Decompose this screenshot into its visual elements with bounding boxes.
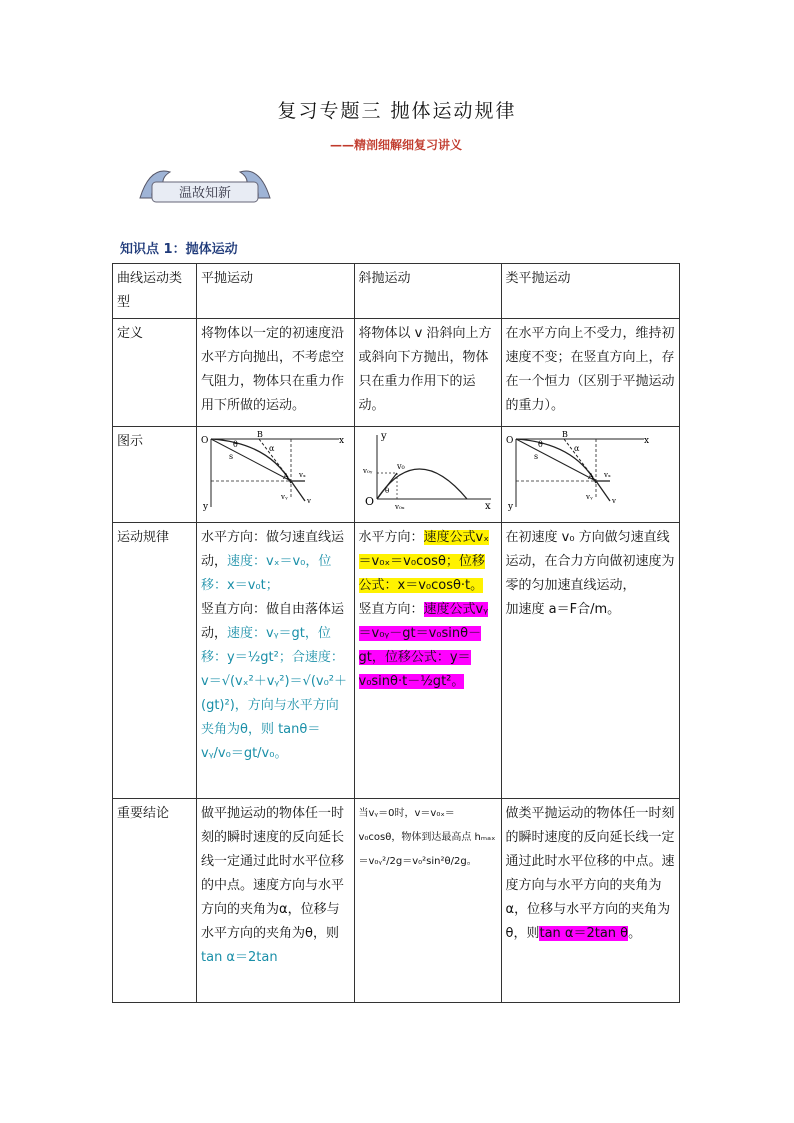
definition-leipingpao: 在水平方向上不受力，维持初速度不变；在竖直方向上，存在一个恒力（区别于平抛运动的重力）。: [501, 319, 680, 427]
svg-text:O: O: [364, 495, 374, 508]
header-cell: 斜抛运动: [354, 264, 501, 319]
definition-pingpao: 将物体以一定的初速度沿水平方向抛出，不考虑空气阻力，物体只在重力作用下所做的运动。: [197, 319, 355, 427]
header-cell: 类平抛运动: [501, 264, 680, 319]
svg-text:A: A: [283, 472, 289, 481]
svg-text:y: y: [203, 502, 209, 511]
svg-text:x: x: [339, 436, 345, 446]
conclusion-xiepao: 当vᵧ＝0时，v＝v₀ₓ＝v₀cosθ，物体到达最高点 hₘₐₓ＝v₀ᵧ²/2g＝v₀²sin²θ/2g。: [354, 799, 501, 1003]
svg-text:O: O: [201, 436, 209, 446]
svg-text:B: B: [257, 430, 263, 439]
svg-text:s: s: [229, 452, 234, 461]
section-heading: 知识点 1：抛体运动: [120, 242, 238, 257]
svg-text:x: x: [484, 501, 491, 511]
rules-leipingpao: 在初速度 v₀ 方向做匀速直线运动，在合力方向做初速度为零的匀加速直线运动， 加速度 a＝F合/m。: [501, 523, 680, 799]
leipingpao-diagram: [504, 429, 652, 511]
svg-text:α: α: [573, 444, 579, 453]
definition-xiepao: 将物体以 v 沿斜向上方或斜向下方抛出，物体只在重力作用下的运动。: [354, 319, 501, 427]
page-title: 复习专题三 抛体运动规律: [277, 100, 517, 122]
svg-text:vₓ: vₓ: [299, 471, 306, 479]
row-label: 图示: [113, 427, 197, 523]
svg-text:vᵧ: vᵧ: [281, 493, 288, 501]
table-row: [113, 319, 680, 427]
svg-text:vᵧ: vᵧ: [585, 493, 593, 501]
table-row: [113, 523, 680, 799]
table-row: [113, 427, 680, 523]
svg-text:θ: θ: [384, 487, 389, 495]
xiepao-diagram: [357, 429, 495, 511]
table-row: [113, 799, 680, 1003]
svg-text:x: x: [643, 436, 649, 446]
svg-text:O: O: [505, 436, 513, 446]
svg-text:v₀ᵧ: v₀ᵧ: [362, 467, 372, 475]
svg-text:α: α: [269, 444, 275, 453]
header-cell: 平抛运动: [197, 264, 355, 319]
svg-text:v: v: [611, 497, 616, 505]
rules-xiepao: 水平方向：速度公式vₓ＝v₀ₓ＝v₀cosθ；位移公式：x＝v₀cosθ·t。 竖直方向：速度公式vᵧ＝v₀ᵧ－gt＝v₀sinθ－gt，位移公式：y＝v₀sinθ·t－½gt²。: [354, 523, 501, 799]
svg-text:v₀ₓ: v₀ₓ: [394, 503, 405, 511]
table-row: [113, 264, 680, 319]
row-label: 定义: [113, 319, 197, 427]
svg-text:vₓ: vₓ: [603, 471, 611, 479]
svg-text:s: s: [533, 452, 538, 461]
svg-text:θ: θ: [233, 440, 238, 449]
svg-text:y: y: [507, 502, 513, 511]
motion-table: [112, 263, 680, 1003]
pingpao-diagram: [199, 429, 347, 511]
svg-text:B: B: [561, 430, 568, 439]
banner-logo: [130, 158, 280, 206]
page-subtitle: ——精剖细解细复习讲义: [330, 138, 463, 152]
conclusion-leipingpao: 做类平抛运动的物体任一时刻的瞬时速度的反向延长线一定通过此时水平位移的中点。速度方向与水平方向的夹角为α，位移与水平方向的夹角为θ，则tan α＝2tan θ。: [501, 799, 680, 1003]
conclusion-pingpao: 做平抛运动的物体任一时刻的瞬时速度的反向延长线一定通过此时水平位移的中点。速度方向与水平方向的夹角为α，位移与水平方向的夹角为θ，则tan α＝2tan: [197, 799, 355, 1003]
rules-pingpao: 水平方向：做匀速直线运动，速度：vₓ＝v₀，位移：x＝v₀t； 竖直方向：做自由落体运动，速度：vᵧ＝gt，位移：y＝½gt²；合速度：v＝√(vₓ²＋vᵧ²)＝√(v₀²＋(gt)²)，方向与水平方向夹角为θ，则 tanθ＝vᵧ/v₀＝gt/v₀。: [197, 523, 355, 799]
header-cell: 曲线运动类型: [113, 264, 197, 319]
svg-text:y: y: [380, 431, 387, 442]
banner-text: 温故知新: [178, 186, 232, 201]
svg-text:θ: θ: [537, 440, 543, 449]
row-label: 重要结论: [113, 799, 197, 1003]
row-label: 运动规律: [113, 523, 197, 799]
svg-text:v: v: [307, 497, 311, 505]
svg-text:v₀: v₀: [396, 462, 405, 471]
svg-text:A: A: [587, 472, 594, 481]
